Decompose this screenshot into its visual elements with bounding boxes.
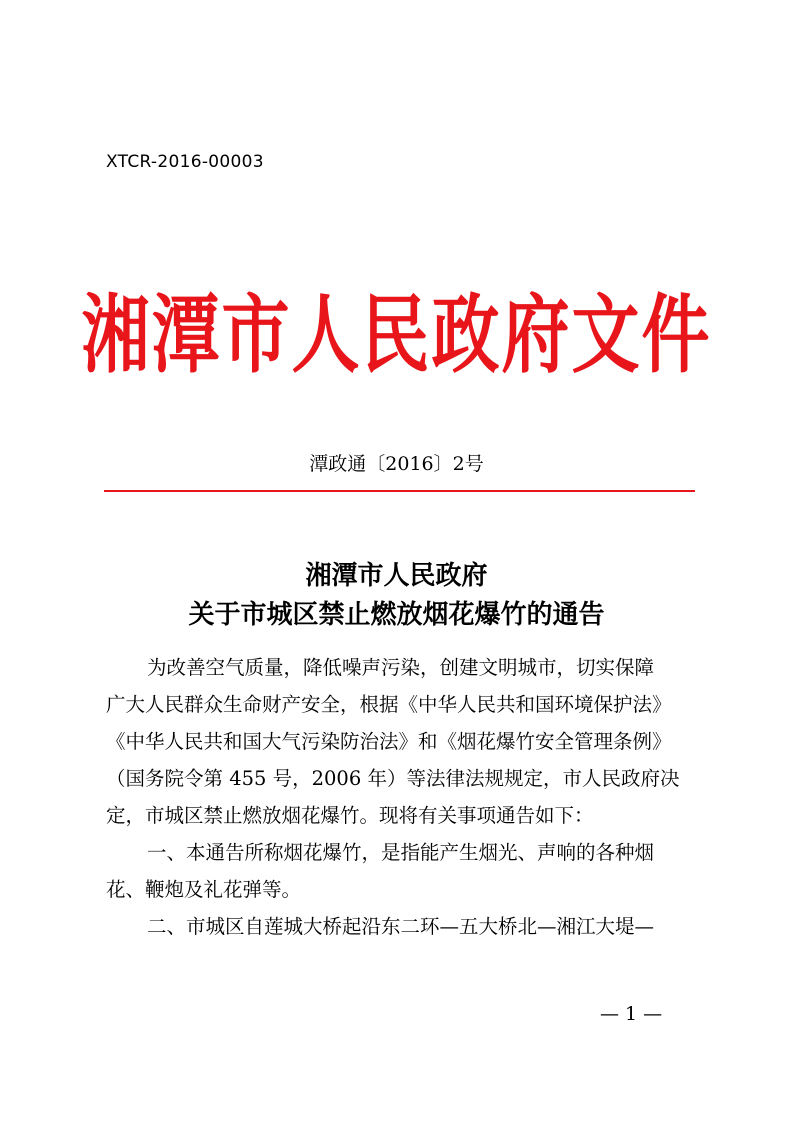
- page-number: — 1 —: [600, 1003, 663, 1025]
- heading-line-2: 关于市城区禁止燃放烟花爆竹的通告: [188, 600, 605, 630]
- body-line: 广大人民群众生命财产安全，根据《中华人民共和国环境保护法》: [106, 693, 672, 716]
- body-line: 定，市城区禁止燃放烟花爆竹。现将有关事项通告如下：: [106, 804, 594, 827]
- red-divider-line: [104, 490, 695, 492]
- issuer-title: 湘潭市人民政府文件: [81, 285, 712, 386]
- document-code: XTCR-2016-00003: [106, 152, 264, 172]
- body-line: 二、市城区自莲城大桥起沿东二环—五大桥北—湘江大堤—: [147, 915, 655, 938]
- body-line: 为改善空气质量，降低噪声污染，创建文明城市，切实保障: [147, 656, 655, 679]
- document-number: 潭政通〔2016〕2号: [309, 453, 484, 475]
- body-line: （国务院令第 455 号，2006 年）等法律法规规定，市人民政府决: [106, 767, 680, 790]
- body-line: 《中华人民共和国大气污染防治法》和《烟花爆竹安全管理条例》: [106, 730, 672, 753]
- body-line: 一、本通告所称烟花爆竹，是指能产生烟光、声响的各种烟: [147, 841, 655, 864]
- heading-line-1: 湘潭市人民政府: [305, 561, 488, 591]
- body-line: 花、鞭炮及礼花弹等。: [106, 878, 302, 901]
